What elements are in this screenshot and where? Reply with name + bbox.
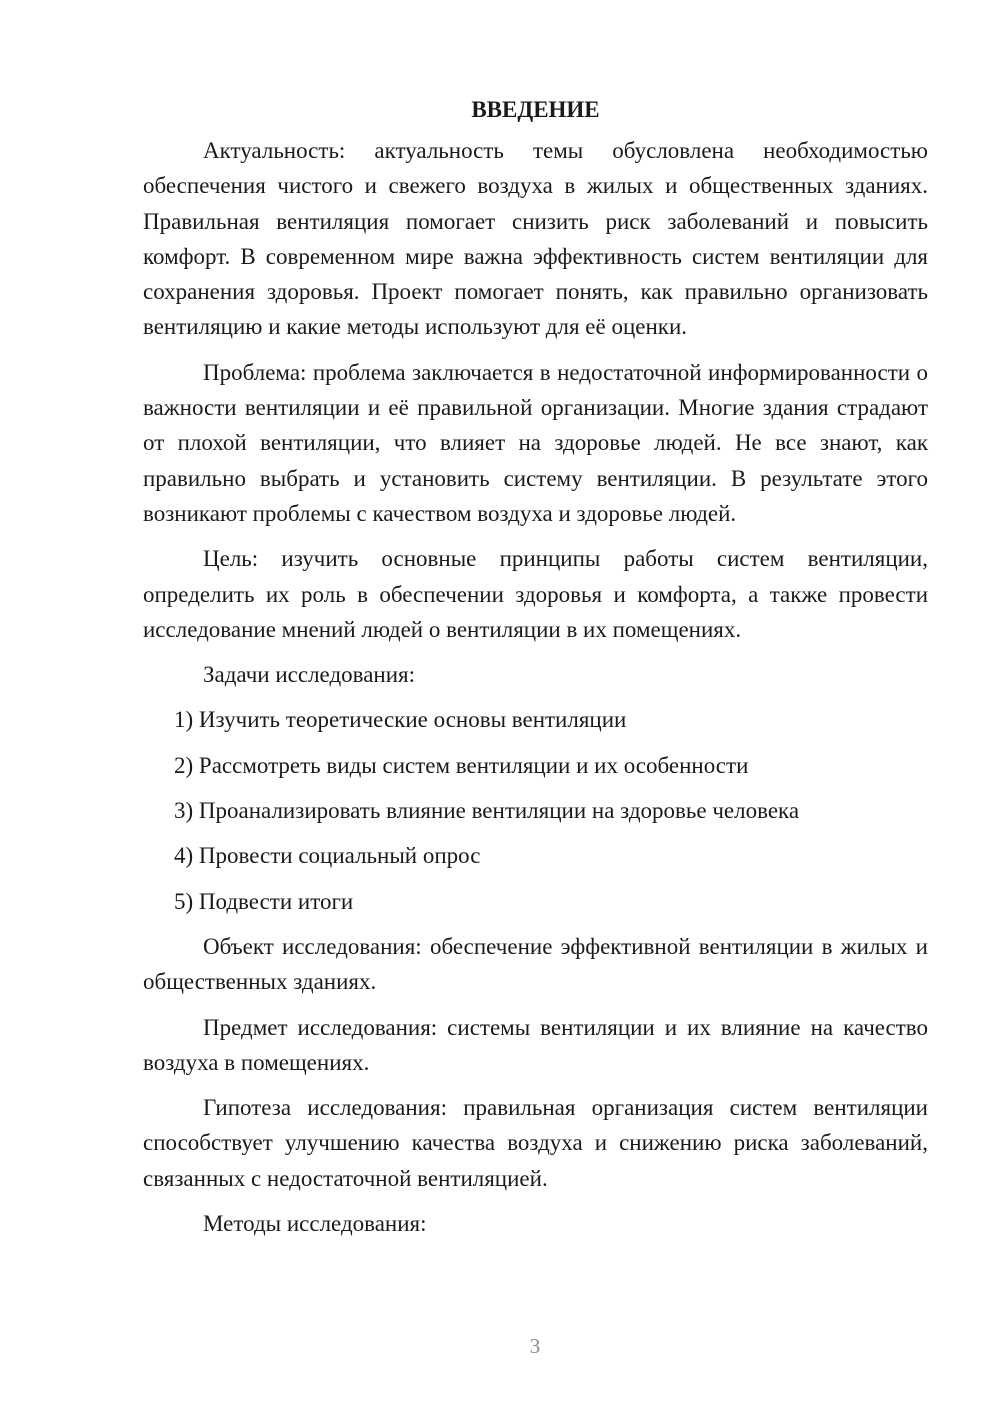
section-title: ВВЕДЕНИЕ [471, 97, 600, 122]
object-paragraph: Объект исследования: обеспечение эффективной вентиляции в жилых и общественных зданиях. [143, 933, 928, 995]
goal-paragraph: Цель: изучить основные принципы работы систем вентиляции, определить их роль в обеспечении здоровья и комфорта, а также провести исследование мнений людей о вентиляции в их помещениях. [143, 546, 928, 642]
task-item-1: 1) Изучить теоретические основы вентиляции [174, 707, 627, 733]
subject-paragraph: Предмет исследования: системы вентиляции и их влияние на качество воздуха в помещениях. [143, 1014, 928, 1075]
methods-heading: Методы исследования: [203, 1211, 427, 1237]
tasks-heading: Задачи исследования: [203, 662, 416, 688]
task-item-3: 3) Проанализировать влияние вентиляции на здоровье человека [174, 798, 800, 824]
task-item-5: 5) Подвести итоги [174, 888, 354, 914]
task-item-2: 2) Рассмотреть виды систем вентиляции и их особенности [174, 752, 749, 778]
tasks-list [143, 702, 928, 918]
problem-paragraph: Проблема: проблема заключается в недостаточной информированности о важности вентиляции и её правильной организации. Многие здания страдают от плохой вентиляции, что влияет на здоровье людей. Не все знают, как правильно выбрать и установить систему вентиляции. В результате этого возникают проблемы с качеством воздуха и здоровье людей. [143, 359, 928, 526]
task-item-4: 4) Провести социальный опрос [174, 843, 481, 869]
relevance-paragraph: Актуальность: актуальность темы обусловлена необходимостью обеспечения чистого и свежего воздуха в жилых и общественных зданиях. Правильная вентиляция помогает снизить риск заболеваний и повысить комфорт. В современном мире важна эффективность систем вентиляции для сохранения здоровья. Проект помогает понять, как правильно организовать вентиляцию и какие методы используют для её оценки. [143, 138, 928, 340]
page-number: 3 [529, 1334, 541, 1358]
page-content [143, 92, 928, 1251]
hypothesis-paragraph: Гипотеза исследования: правильная организация систем вентиляции способствует улучшению качества воздуха и снижению риска заболеваний, связанных с недостаточной вентиляцией. [143, 1095, 928, 1191]
